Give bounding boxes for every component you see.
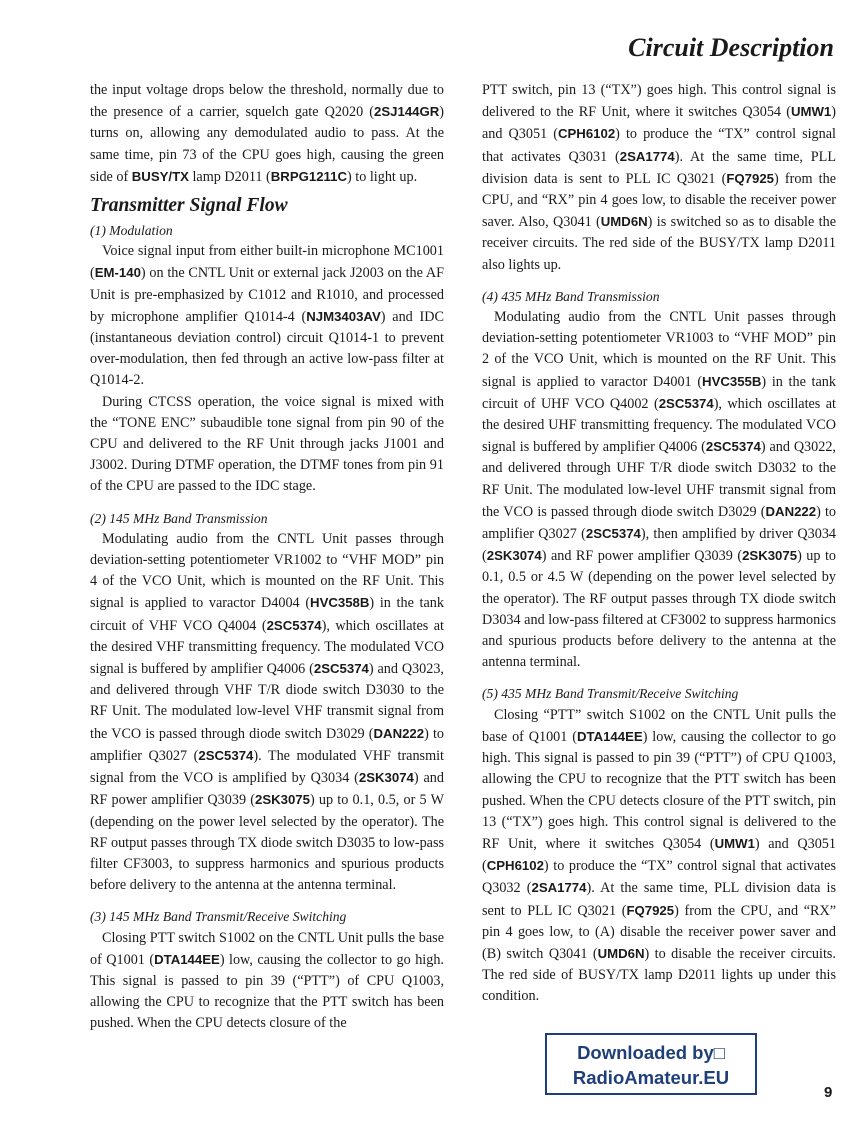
paragraph: the input voltage drops below the threshold, normally due to the presence of a carrier, squelch gate Q2020 (2SJ144GR) turns on, allowing any demodulated audio to pass. At the same time, pin 73 of the CPU goes high, causing the green side of BUSY/TX lamp D2011 (BRPG1211C) to light up.	[90, 82, 444, 185]
part-number: 2SC5374	[266, 617, 322, 633]
part-number: UMW1	[790, 104, 832, 120]
subsection-label: (3) 145 MHz Band Transmit/Receive Switching	[90, 909, 347, 925]
part-number: DAN222	[373, 725, 425, 741]
left-column	[90, 80, 444, 1035]
part-number: CPH6102	[557, 126, 616, 142]
paragraph: PTT switch, pin 13 (“TX”) goes high. This control signal is delivered to the RF Unit, where it switches Q3054 (UMW1) and Q3051 (CPH6102) to produce the “TX” control signal that activates Q3031 (2SA1774). At the same time, PLL division data is sent to PLL IC Q3021 (FQ7925) from the CPU, and “RX” pin 4 goes low, to disable the receiver power saver. Also, Q3041 (UMD6N) is switched so as to disable the receiver circuits. The red side of the BUSY/TX lamp D2011 also lights up.	[482, 82, 837, 273]
part-number: 2SK3075	[254, 792, 310, 808]
subsection-label: (4) 435 MHz Band Transmission	[482, 288, 660, 304]
part-number: DTA144EE	[154, 951, 220, 967]
part-number: FQ7925	[626, 902, 675, 918]
part-number: DAN222	[765, 503, 817, 519]
download-watermark-box	[545, 1033, 757, 1095]
part-number: HVC355B	[702, 373, 762, 389]
part-number: HVC358B	[310, 595, 370, 611]
part-number: EM-140	[94, 265, 141, 281]
part-number: FQ7925	[726, 170, 775, 186]
part-number: 2SC5374	[585, 526, 641, 542]
page-number: 9	[824, 1084, 833, 1101]
part-number: UMD6N	[597, 945, 645, 961]
download-line-2: RadioAmateur.EU	[572, 1067, 730, 1088]
part-number: 2SC5374	[658, 395, 714, 411]
part-number: 2SK3075	[742, 548, 798, 564]
paragraph: Modulating audio from the CNTL Unit passes through deviation-setting potentiometer VR1002 to “VHF MOD” pin 4 of the VCO Unit, which is mounted on the RF Unit. This signal is applied to varactor D4004 (HVC358B) in the tank circuit of VHF VCO Q4004 (2SC5374), which oscillates at the desired VHF transmitting frequency. The modulated VCO signal is buffered by amplifier Q4006 (2SC5374) and Q3023, and delivered through VHF T/R diode switch D3030 to the RF Unit. The modulated low-level VHF transmit signal from the VCO is passed through diode switch D3029 (DAN222) to amplifier Q3027 (2SC5374). The modulated VHF transmit signal from the VCO is amplified by Q3034 (2SK3074) and RF power amplifier Q3039 (2SK3075) up to 0.1, 0.5, or 5 W (depending on the power level selected by the operator). The RF output passes through TX diode switch D3035 to low-pass filter CF3003, to suppress harmonics and spurious products before delivery to the antenna at the antenna terminal.	[90, 530, 444, 894]
section-heading: Transmitter Signal Flow	[90, 195, 288, 217]
part-number: 2SK3074	[358, 770, 414, 786]
part-number: CPH6102	[486, 858, 544, 874]
subsection-label: (5) 435 MHz Band Transmit/Receive Switching	[482, 686, 739, 702]
part-number: UMD6N	[600, 214, 648, 230]
page-title: Circuit Description	[628, 33, 834, 62]
part-number: 2SA1774	[531, 880, 587, 896]
paragraph: Closing PTT switch S1002 on the CNTL Unit pulls the base of Q1001 (DTA144EE) low, causing the collector to go high. This signal is passed to pin 39 (“PTT”) of CPU Q1003, allowing the CPU to recognize that the PTT switch has been pushed. When the CPU detects closure of the	[90, 929, 444, 1032]
part-number: DTA144EE	[576, 728, 643, 744]
download-line-1: Downloaded by□	[577, 1042, 725, 1063]
right-column	[482, 80, 836, 1008]
paragraph: During CTCSS operation, the voice signal is mixed with the “TONE ENC” subaudible tone signal from pin 90 of the CPU and delivered to the RF Unit through jacks J1001 and J3002. During DTMF operation, the DTMF tones from pin 91 of the CPU are passed to the IDC stage.	[90, 393, 444, 495]
part-number: 2SC5374	[313, 661, 369, 677]
part-number: 2SA1774	[619, 148, 675, 164]
paragraph: Voice signal input from either built-in microphone MC1001 (EM-140) on the CNTL Unit or external jack J2003 on the AF Unit is pre-emphasized by C1012 and R1010, and processed by microphone amplifier Q1014-4 (NJM3403AV) and IDC (instantaneous deviation control) circuit Q1014-1 to prevent over-modulation, then fed through an active low-pass filter at Q1014-2.	[90, 243, 444, 389]
part-number: 2SJ144GR	[374, 104, 440, 120]
part-number: 2SC5374	[705, 439, 761, 455]
part-number: 2SC5374	[198, 747, 254, 763]
subsection-label: (1) Modulation	[90, 223, 173, 239]
part-number: 2SK3074	[486, 548, 542, 564]
paragraph: Modulating audio from the CNTL Unit passes through deviation-setting potentiometer VR1003 to “VHF MOD” pin 2 of the VCO Unit, which is mounted on the RF Unit. This signal is applied to varactor D4001 (HVC355B) in the tank circuit of UHF VCO Q4002 (2SC5374), which oscillates at the desired UHF transmitting frequency. The modulated VCO signal is buffered by amplifier Q4006 (2SC5374) and Q3022, and delivered through UHF T/R diode switch D3032 to the RF Unit. The modulated low-level UHF transmit signal from the VCO is passed through diode switch D3029 (DAN222) to amplifier Q3027 (2SC5374), then amplified by driver Q3034 (2SK3074) and RF power amplifier Q3039 (2SK3075) up to 0.1, 0.5 or 4.5 W (depending on the power level selected by the operator). The RF output passes through TX diode switch D3034 and low-pass filtered at CF3002 to suppress harmonics and spurious products before delivery to the antenna at the antenna terminal.	[482, 309, 837, 671]
part-number: NJM3403AV	[306, 308, 381, 324]
part-number: UMW1	[714, 835, 755, 851]
part-number: BUSY/TX	[131, 168, 189, 184]
subsection-label: (2) 145 MHz Band Transmission	[90, 510, 268, 526]
paragraph: Closing “PTT” switch S1002 on the CNTL Unit pulls the base of Q1001 (DTA144EE) low, causing the collector to go high. This signal is passed to pin 39 (“PTT”) of CPU Q1003, allowing the CPU to recognize that the PTT switch has been pushed. When the CPU detects closure of the PTT switch, pin 13 (“TX”) goes high. This control signal is delivered to the RF Unit, where it switches Q3054 (UMW1) and Q3051 (CPH6102) to produce the “TX” control signal that activates Q3032 (2SA1774). At the same time, PLL division data is sent to PLL IC Q3021 (FQ7925) from the CPU, and “RX” pin 4 goes low, to (A) disable the receiver power saver and (B) switch Q3041 (UMD6N) to disable the receiver circuits. The red side of BUSY/TX lamp D2011 lights up under this condition.	[482, 706, 837, 1005]
part-number: BRPG1211C	[270, 168, 347, 184]
